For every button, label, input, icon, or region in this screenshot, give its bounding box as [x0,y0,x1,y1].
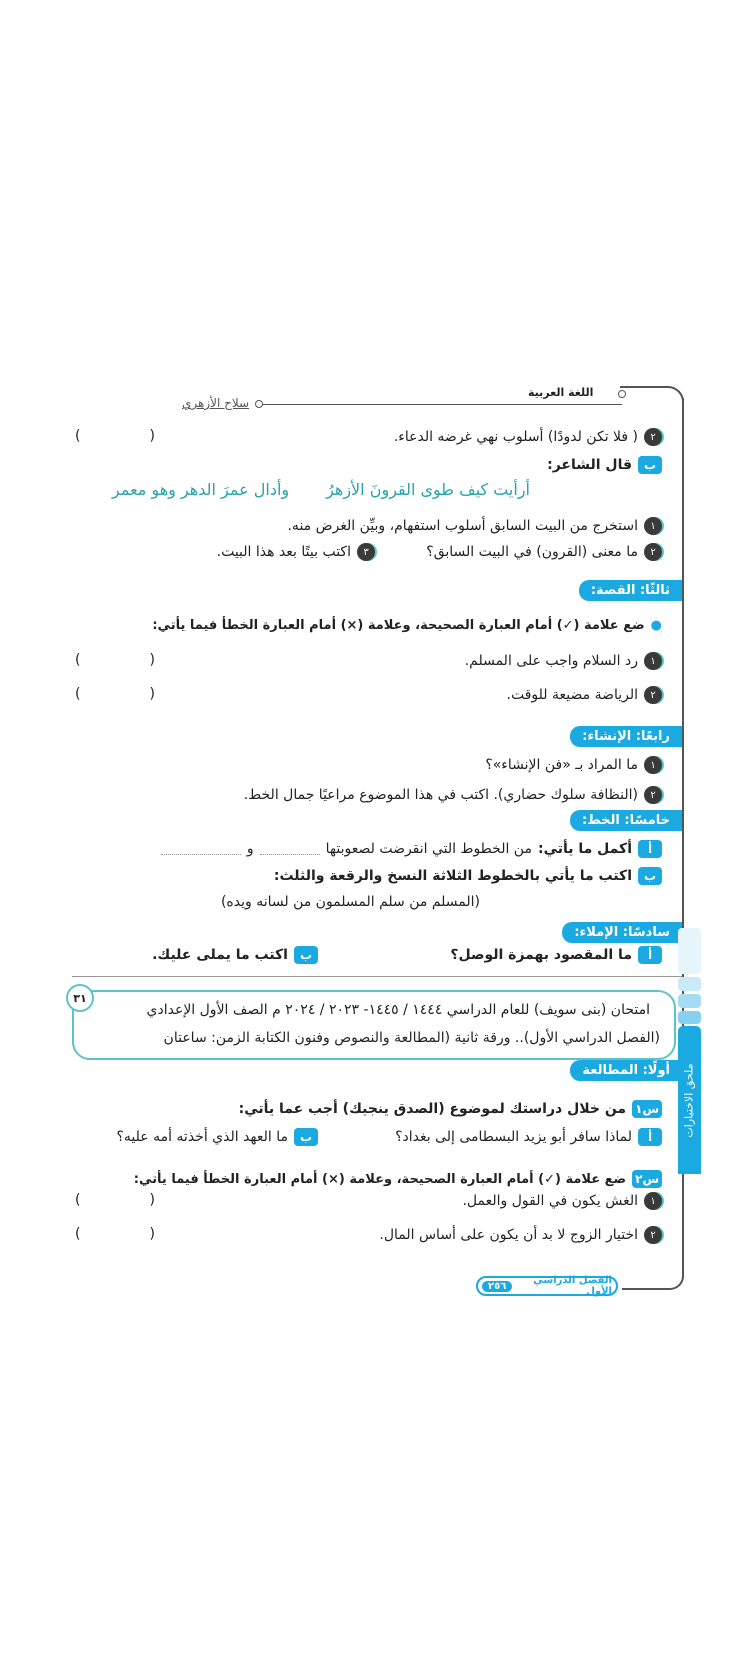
section-reading: أولًا: المطالعة [570,1060,682,1081]
section-story: ثالثًا: القصة: [579,580,682,601]
label-badge: أ [638,946,662,964]
item-text: لماذا سافر أبو يزيد البسطامى إلى بغداد؟ [395,1129,632,1145]
item-number: ١ [644,652,662,670]
paren-close: ) [149,428,155,444]
item-text: رد السلام واجب على المسلم. [464,653,638,669]
question-item [287,517,662,535]
question-item [394,428,662,446]
question-item [217,543,375,561]
item-text: ( فلا تكن لدودًا) أسلوب نهي غرضه الدعاء. [393,429,638,445]
conjunction: و [246,841,254,857]
question-item [244,786,662,804]
item-text: ما معنى (القرون) في البيت السابق؟ [426,544,638,560]
frame-corner [620,386,684,418]
exam-title-line2: (الفصل الدراسي الأول).. ورقة ثانية (المطالعة والنصوص وفنون الكتابة الزمن: ساعتان [163,1030,660,1046]
verse-second-half: وأدال عمرَ الدهر وهو معمر [112,480,290,499]
item-number: ٣ [357,543,375,561]
item-text: اكتب بيتًا بعد هذا البيت. [216,544,351,560]
item-text: ما العهد الذي أخذته أمه عليه؟ [116,1129,288,1145]
question-item [274,867,662,885]
quote: (المسلم من سلم المسلمون من لسانه ويده) [220,894,480,910]
paren-open: ( [75,1192,81,1208]
label-badge: ب [638,456,662,474]
header-line [262,404,622,405]
side-tab-label: ملحق الاختبارات [683,1062,696,1138]
question-item [152,946,318,964]
bullet-icon: ● [650,618,662,633]
header-dot [255,400,263,408]
heading-text: قال الشاعر: [547,457,632,473]
item-text: ما المراد بـ «فن الإنشاء»؟ [485,757,638,773]
frame-corner-bottom [622,1270,684,1290]
footer-label: الفصل الدراسي الأول [533,1275,612,1297]
paren-close: ) [149,686,155,702]
subject-title: اللغة العربية [528,386,594,399]
paren-close: ) [149,1192,155,1208]
question-heading [239,1100,662,1118]
answer-parentheses[interactable] [75,1226,155,1242]
fill-blank[interactable] [161,844,241,855]
label-badge: ب [294,946,318,964]
label-badge: ب [638,867,662,885]
question-item [395,1128,662,1146]
paren-open: ( [75,652,81,668]
fill-blank[interactable] [260,844,320,855]
item-text: ضع علامة (✓) أمام العبارة الصحيحة، وعلامة (×) أمام العبارة الخطأ فيما يأتي: [133,1171,627,1187]
item-text: استخرج من البيت السابق أسلوب استفهام، وبيِّن الغرض منه. [287,518,638,534]
item-number: ٢ [644,428,662,446]
instruction [152,618,662,633]
item-text: ما المقصود بهمزة الوصل؟ [450,947,632,963]
question-heading [134,1170,662,1188]
label-badge: أ [638,1128,662,1146]
exam-title-line1: امتحان (بنى سويف) للعام الدراسي ١٤٤٤ / ١٤٤٥- ٢٠٢٣ / ٢٠٢٤ م الصف الأول الإعدادي [146,1002,650,1018]
item-number: ١ [644,517,662,535]
side-tab-block [678,977,701,991]
item-number: ١ [644,756,662,774]
question-badge: س١ [632,1100,662,1118]
item-number: ٢ [644,543,662,561]
question-badge: س٢ [632,1170,662,1188]
exam-header-box [72,990,676,1060]
side-tab-block [678,1011,701,1024]
instruction-text: ضع علامة (✓) أمام العبارة الصحيحة، وعلامة (×) أمام العبارة الخطأ فيما يأتي: [152,618,645,633]
section-calligraphy: خامسًا: الخط: [570,810,682,831]
question-item [450,946,662,964]
item-text: الرياضة مضيعة للوقت. [506,687,638,703]
label-badge: أ [638,840,662,858]
item-text: اكتب ما يأتي بالخطوط الثلاثة النسخ والرقعة والثلث: [273,868,632,884]
question-item [116,1128,318,1146]
item-number: ١ [644,1192,662,1210]
side-tab-exams[interactable] [678,1026,701,1174]
item-text: من خلال دراستك لموضوع (الصدق ينجيك) أجب عما يأتي: [238,1101,627,1117]
section-composition: رابعًا: الإنشاء: [570,726,682,747]
side-tab-block [678,994,701,1008]
logo: سلاح الأزهري [182,396,250,410]
item-number: ٢ [644,686,662,704]
paren-close: ) [149,1226,155,1242]
item-number: ٢ [644,1226,662,1244]
paren-open: ( [75,428,81,444]
item-number: ٢ [644,786,662,804]
verse-first-half: أرأيت كيف طوى القرونَ الأزهرُ [326,480,530,499]
item-text: اكتب ما يملى عليك. [152,947,288,963]
item-text: (النظافة سلوك حضاري). اكتب في هذا الموضوع مراعيًا جمال الخط. [243,787,638,803]
poet-heading [547,456,662,474]
answer-parentheses[interactable] [75,652,155,668]
item-text: اختيار الزوج لا بد أن يكون على أساس المال. [379,1227,638,1243]
side-tab-block [678,928,701,974]
question-item [465,652,662,670]
question-item [379,1226,662,1244]
exam-number: ٣١ [66,984,94,1012]
paren-open: ( [75,1226,81,1242]
question-item [426,543,662,561]
page-footer [476,1276,618,1296]
paren-open: ( [75,686,81,702]
paren-close: ) [149,652,155,668]
item-text: من الخطوط التي انقرضت لصعوبتها [325,841,532,857]
divider [72,976,682,977]
section-dictation: سادسًا: الإملاء: [562,922,682,943]
question-item [485,756,662,774]
question-item [507,686,662,704]
page-number: ٢٥٦ [482,1281,512,1292]
answer-parentheses[interactable] [75,428,155,444]
item-label: أكمل ما يأتي: [537,841,632,857]
label-badge: ب [294,1128,318,1146]
header-dot [618,390,626,398]
answer-parentheses[interactable] [75,1192,155,1208]
answer-parentheses[interactable] [75,686,155,702]
question-item [161,840,662,858]
item-text: الغش يكون في القول والعمل. [462,1193,638,1209]
question-item [462,1192,662,1210]
